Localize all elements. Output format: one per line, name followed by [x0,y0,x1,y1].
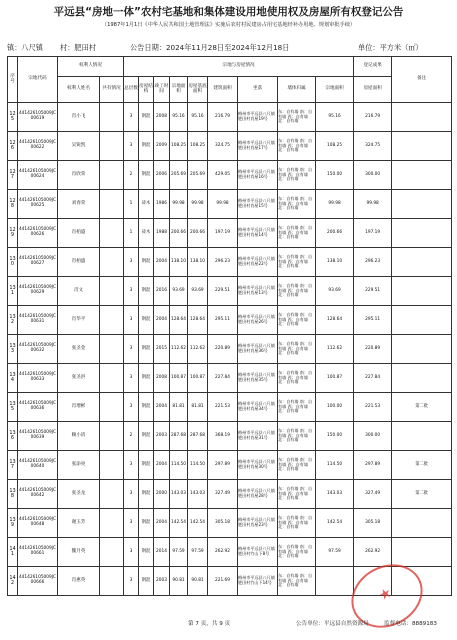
cell-base-area: 90.81 [188,567,208,596]
table-row [8,393,452,422]
cell-location: 梅州市平远县八尺镇肥田村肖屋34号 [238,393,278,422]
cell-index: 139 [8,509,18,538]
cell-share [100,451,124,480]
cell-remark [392,335,452,364]
cell-index: 138 [8,480,18,509]
col-structure: 房屋结构 [139,77,154,103]
col-land-area: 宗地面积 [170,77,188,103]
cell-reg-land: 142.54 [316,509,354,538]
cell-index: 125 [8,103,18,132]
col-location: 坐落 [238,77,278,103]
cell-parcel-code: 441426105009JC00624 [18,161,58,190]
cell-parcel-code: 441426105009JC00632 [18,335,58,364]
col-base-area: 房屋基底面积 [188,77,208,103]
cell-remark [392,422,452,451]
cell-location: 梅州市平远县八尺镇肥田村肖屋30号 [238,451,278,480]
cell-rights-name: 刘春荣 [58,190,100,219]
cell-reg-land: 100.00 [316,393,354,422]
cell-remark [392,190,452,219]
cell-remark [392,509,452,538]
cell-year: 1988 [154,219,170,248]
cell-index: 127 [8,161,18,190]
cell-remark [392,538,452,567]
cell-share [100,248,124,277]
cell-index: 128 [8,190,18,219]
cell-year: 2006 [154,161,170,190]
cell-neighbors: 东：自有墙 南：自有墙 西：自有墙 北：自有墙 [278,161,316,190]
cell-parcel-code: 441426105009JC00636 [18,393,58,422]
cell-share [100,393,124,422]
cell-index: 137 [8,451,18,480]
cell-structure: 钢混 [139,161,154,190]
cell-share [100,277,124,306]
cell-structure: 钢混 [139,364,154,393]
cell-parcel-code: 441426105009JC00626 [18,219,58,248]
cell-base-area: 142.54 [188,509,208,538]
cell-location: 梅州市平远县八尺镇肥田村肖屋14号 [238,219,278,248]
table-row [8,219,452,248]
cell-building-area: 197.19 [208,219,238,248]
cell-remark: 第二批 [392,451,452,480]
cell-year: 2016 [154,277,170,306]
meta-period: 公告日期：2024年11月28日至2024年12月18日 [130,43,290,52]
cell-location: 梅州市平远县八尺镇肥田村肖屋23号 [238,509,278,538]
cell-parcel-code: 441426105009JC00640 [18,451,58,480]
cell-rights-name: 肖栢盛 [58,219,100,248]
cell-base-area: 287.68 [188,422,208,451]
cell-year: 1986 [154,190,170,219]
cell-structure: 钢混 [139,335,154,364]
cell-base-area: 112.62 [188,335,208,364]
cell-building-area: 305.18 [208,509,238,538]
cell-neighbors: 东：自有墙 南：自有墙 西：自有墙 北：自有墙 [278,103,316,132]
cell-neighbors: 东：自有墙 南：自有墙 西：自有墙 北：自有墙 [278,190,316,219]
cell-parcel-code: 441426105009JC00661 [18,538,58,567]
table-row [8,277,452,306]
cell-base-area: 100.87 [188,364,208,393]
col-rights-name: 权利人姓名 [58,77,100,103]
cell-share [100,538,124,567]
meta-village: 村：肥田村 [60,43,96,52]
cell-reg-building: 229.51 [354,277,392,306]
cell-parcel-code: 441426105009JC00642 [18,480,58,509]
cell-share [100,422,124,451]
col-reg-building: 房屋面积 [354,77,392,103]
meta-unit: 单位：平方米（㎡） [358,43,423,52]
cell-reg-land: 97.59 [316,538,354,567]
table-row [8,509,452,538]
cell-structure: 钢混 [139,248,154,277]
cell-floors: 3 [124,103,139,132]
cell-index: 131 [8,277,18,306]
cell-rights-name: 魏月英 [58,538,100,567]
table-row [8,335,452,364]
cell-neighbors: 东：自有墙 南：自有墙 西：自有墙 北：自有墙 [278,219,316,248]
cell-reg-land: 108.25 [316,132,354,161]
cell-land-area: 81.81 [170,393,188,422]
cell-land-area: 287.68 [170,422,188,451]
cell-parcel-code: 441426105009JC00633 [18,364,58,393]
cell-year: 2004 [154,248,170,277]
table-row [8,364,452,393]
cell-index: 135 [8,393,18,422]
cell-parcel-code: 441426105009JC00648 [18,509,58,538]
table-row [8,306,452,335]
cell-rights-name: 肖增彬 [58,393,100,422]
cell-reg-building: 324.75 [354,132,392,161]
col-registration-group: 登记成果 [354,57,392,77]
cell-building-area: 429.05 [208,161,238,190]
cell-building-area: 220.89 [208,335,238,364]
col-floors: 总层数 [124,77,139,103]
cell-land-area: 108.25 [170,132,188,161]
cell-rights-name: 肖栢盛 [58,248,100,277]
cell-floors: 2 [124,422,139,451]
cell-location: 梅州市平远县八尺镇肥田村肖屋26号 [238,306,278,335]
cell-building-area: 221.69 [208,567,238,596]
cell-index: 141 [8,538,18,567]
cell-reg-building: 99.98 [354,190,392,219]
cell-building-area: 297.89 [208,451,238,480]
cell-reg-building: 220.89 [354,335,392,364]
cell-reg-land: 93.69 [316,277,354,306]
cell-year: 2003 [154,422,170,451]
cell-land-area: 142.54 [170,509,188,538]
cell-reg-land: 150.00 [316,161,354,190]
cell-location: 梅州市平远县八尺镇肥田村肖屋36号 [238,335,278,364]
cell-year: 2000 [154,480,170,509]
cell-land-area: 200.66 [170,219,188,248]
cell-floors: 1 [124,219,139,248]
cell-base-area: 99.98 [188,190,208,219]
cell-floors: 3 [124,306,139,335]
cell-land-area: 138.10 [170,248,188,277]
cell-location: 梅州市平远县八尺镇肥田村肖屋13号 [238,277,278,306]
col-building-area: 建筑面积 [208,77,238,103]
cell-floors: 3 [124,335,139,364]
cell-year: 2014 [154,538,170,567]
cell-share [100,103,124,132]
cell-floors: 3 [124,480,139,509]
cell-reg-land: 138.10 [316,248,354,277]
cell-floors: 3 [124,364,139,393]
cell-reg-building: 221.53 [354,393,392,422]
col-share: 共有情况 [100,77,124,103]
cell-neighbors: 东：自有墙 南：自有墙 西：自有墙 北：自有墙 [278,480,316,509]
cell-location: 梅州市平远县八尺镇肥田村肖屋19号 [238,103,278,132]
cell-share [100,509,124,538]
cell-year: 2009 [154,132,170,161]
col-rights-group: 权利人情况 [58,57,124,77]
cell-reg-land: 128.64 [316,306,354,335]
cell-reg-land: 95.16 [316,103,354,132]
cell-location: 梅州市平远县八尺镇肥田村肖屋16号 [238,161,278,190]
cell-structure: 钢混 [139,451,154,480]
cell-rights-name: 赖小清 [58,422,100,451]
col-year: 竣工时间 [154,77,170,103]
cell-floors: 3 [124,277,139,306]
cell-share [100,306,124,335]
cell-location: 梅州市平远县八尺镇肥田村肖屋28号 [238,480,278,509]
cell-rights-name: 张圣洪 [58,364,100,393]
cell-reg-building: 296.23 [354,248,392,277]
cell-land-area: 93.69 [170,277,188,306]
cell-year: 2008 [154,103,170,132]
cell-base-area: 205.69 [188,161,208,190]
cell-remark: 第二批 [392,480,452,509]
cell-share [100,335,124,364]
cell-neighbors: 东：自有墙 南：自有墙 西：自有墙 北：自有墙 [278,422,316,451]
cell-floors: 1 [124,190,139,219]
cell-reg-building: 297.89 [354,451,392,480]
cell-share [100,219,124,248]
cell-building-area: 296.23 [208,248,238,277]
cell-base-area: 138.10 [188,248,208,277]
cell-year: 2004 [154,509,170,538]
cell-parcel-code: 441426105009JC00625 [18,190,58,219]
cell-rights-name: 张添亮 [58,451,100,480]
cell-rights-name: 肖小飞 [58,103,100,132]
registration-table [7,56,452,596]
cell-neighbors: 东：自有墙 南：自有墙 西：自有墙 北：自有墙 [278,509,316,538]
cell-structure: 钢混 [139,480,154,509]
cell-reg-building: 262.92 [354,538,392,567]
notice-title: 平远县“房地一体”农村宅基地和集体建设用地使用权及房屋所有权登记公告 [53,6,404,18]
cell-neighbors: 东：自有墙 南：自有墙 西：自有墙 北：自有墙 [278,132,316,161]
cell-building-area: 216.79 [208,103,238,132]
col-remark: 备注 [392,57,452,103]
cell-reg-land: 200.66 [316,219,354,248]
cell-parcel-code: 441426105009JC00622 [18,132,58,161]
col-reg-land: 宗地面积 [316,77,354,103]
cell-rights-name: 肖惠英 [58,567,100,596]
cell-reg-building: 295.11 [354,306,392,335]
cell-location: 梅州市平远县八尺镇肥田村肖屋15号 [238,190,278,219]
cell-parcel-code: 441426105009JC00619 [18,103,58,132]
cell-floors: 3 [124,451,139,480]
cell-index: 134 [8,364,18,393]
cell-floors: 3 [124,567,139,596]
cell-building-area: 327.49 [208,480,238,509]
cell-floors: 2 [124,161,139,190]
cell-year: 2003 [154,567,170,596]
cell-neighbors: 东：自有墙 南：自有墙 西：自有墙 北：自有墙 [278,393,316,422]
cell-structure: 钢混 [139,306,154,335]
cell-reg-building: 300.00 [354,422,392,451]
cell-share [100,567,124,596]
cell-share [100,480,124,509]
cell-building-area: 99.98 [208,190,238,219]
cell-reg-land: 100.87 [316,364,354,393]
table-body [8,103,452,596]
cell-remark [392,248,452,277]
cell-index: 142 [8,567,18,596]
cell-share [100,161,124,190]
cell-index: 132 [8,306,18,335]
cell-year: 2004 [154,393,170,422]
cell-building-area: 324.75 [208,132,238,161]
cell-year: 2004 [154,451,170,480]
table-row [8,103,452,132]
cell-share [100,364,124,393]
notice-subtitle: （1987年1月1日《中华人民共和国土地管理法》实施后农村村民建房占用宅基地经补办用地、规划审批手续） [101,22,356,28]
table-row [8,480,452,509]
cell-rights-name: 吴锐凯 [58,132,100,161]
cell-land-area: 114.50 [170,451,188,480]
cell-reg-land: 112.62 [316,335,354,364]
cell-rights-name: 张圣金 [58,335,100,364]
cell-year: 2008 [154,364,170,393]
cell-building-area: 229.51 [208,277,238,306]
cell-index: 130 [8,248,18,277]
cell-location: 梅州市平远县八尺镇肥田村竹山下8号 [238,538,278,567]
cell-floors: 3 [124,393,139,422]
cell-neighbors: 东：自有墙 南：自有墙 西：自有墙 北：自有墙 [278,306,316,335]
cell-remark [392,103,452,132]
cell-structure: 钢混 [139,422,154,451]
cell-index: 136 [8,422,18,451]
col-parcel-code: 宗地代码 [18,57,58,103]
cell-structure: 砖木 [139,219,154,248]
cell-base-area: 93.69 [188,277,208,306]
col-index: 序号 [8,57,18,103]
col-property-group: 宗地与房屋情况 [124,57,354,77]
cell-index: 133 [8,335,18,364]
cell-rights-name: 谢玉芳 [58,509,100,538]
cell-building-area: 262.92 [208,538,238,567]
cell-land-area: 95.16 [170,103,188,132]
table-row [8,132,452,161]
cell-reg-land: 114.50 [316,451,354,480]
supervision-phone: 监督电话：8889183 [384,621,437,627]
cell-year: 2015 [154,335,170,364]
cell-base-area: 200.66 [188,219,208,248]
cell-building-area: 295.11 [208,306,238,335]
cell-land-area: 97.59 [170,538,188,567]
cell-building-area: 368.19 [208,422,238,451]
cell-structure: 钢混 [139,393,154,422]
cell-neighbors: 东：自有墙 南：自有墙 西：自有墙 北：自有墙 [278,451,316,480]
cell-structure: 钢混 [139,132,154,161]
cell-floors: 3 [124,538,139,567]
cell-land-area: 112.62 [170,335,188,364]
table-row [8,161,452,190]
issuer: 公告单位：平远县自然资源局 [296,621,369,627]
cell-rights-name: 肖欣荣 [58,161,100,190]
cell-reg-building: 216.79 [354,103,392,132]
cell-neighbors: 东：自有墙 南：自有墙 西：自有墙 北：自有墙 [278,538,316,567]
cell-location: 梅州市平远县八尺镇肥田村肖屋17号 [238,132,278,161]
cell-base-area: 81.81 [188,393,208,422]
cell-building-area: 221.53 [208,393,238,422]
cell-structure: 钢混 [139,567,154,596]
page-number: 第 7 页，共 9 页 [188,621,231,627]
table-row [8,190,452,219]
cell-land-area: 128.64 [170,306,188,335]
cell-rights-name: 张圣龙 [58,480,100,509]
cell-reg-building: 305.18 [354,509,392,538]
cell-base-area: 108.25 [188,132,208,161]
cell-structure: 钢混 [139,538,154,567]
table-row [8,422,452,451]
cell-rights-name: 肖华平 [58,306,100,335]
cell-reg-building: 300.00 [354,161,392,190]
cell-base-area: 95.16 [188,103,208,132]
table-row [8,248,452,277]
cell-parcel-code: 441426105009JC00639 [18,422,58,451]
cell-index: 129 [8,219,18,248]
cell-floors: 3 [124,132,139,161]
cell-location: 梅州市平远县八尺镇肥田村竹山下14号 [238,567,278,596]
cell-location: 梅州市平远县八尺镇肥田村肖屋22号 [238,248,278,277]
col-neighbors: 墙体归属 [278,77,316,103]
cell-building-area: 227.84 [208,364,238,393]
cell-neighbors: 东：自有墙 南：自有墙 西：自有墙 北：自有墙 [278,248,316,277]
cell-land-area: 205.69 [170,161,188,190]
cell-reg-land [316,567,354,596]
meta-town: 镇：八尺镇 [7,43,43,52]
cell-year: 2004 [154,306,170,335]
cell-base-area: 114.50 [188,451,208,480]
seal-star-icon: ★ [376,584,395,605]
cell-remark [392,161,452,190]
cell-neighbors: 东：自有墙 南：自有墙 西：自有墙 北：自有墙 [278,277,316,306]
cell-neighbors: 东：自有墙 南：自有墙 西：自有墙 北：自有墙 [278,335,316,364]
cell-remark [392,132,452,161]
cell-structure: 钢混 [139,509,154,538]
cell-land-area: 90.81 [170,567,188,596]
cell-structure: 钢混 [139,103,154,132]
cell-parcel-code: 441426105009JC00631 [18,306,58,335]
cell-floors: 3 [124,509,139,538]
cell-base-area: 143.03 [188,480,208,509]
cell-location: 梅州市平远县八尺镇肥田村肖屋31号 [238,422,278,451]
cell-floors: 3 [124,248,139,277]
cell-land-area: 99.98 [170,190,188,219]
cell-reg-land: 99.98 [316,190,354,219]
cell-reg-land: 150.00 [316,422,354,451]
cell-parcel-code: 441426105009JC00666 [18,567,58,596]
cell-structure: 钢混 [139,277,154,306]
cell-neighbors: 东：自有墙 南：自有墙 西：自有墙 北：自有墙 [278,567,316,596]
cell-index: 126 [8,132,18,161]
table-row [8,451,452,480]
cell-remark [392,219,452,248]
cell-land-area: 143.03 [170,480,188,509]
cell-remark [392,277,452,306]
cell-share [100,190,124,219]
cell-parcel-code: 441426105009JC00629 [18,277,58,306]
cell-parcel-code: 441426105009JC00627 [18,248,58,277]
cell-reg-building: 197.19 [354,219,392,248]
cell-remark: 第二批 [392,393,452,422]
cell-rights-name: 肖文 [58,277,100,306]
cell-reg-building: 327.49 [354,480,392,509]
cell-base-area: 97.59 [188,538,208,567]
cell-remark [392,306,452,335]
cell-reg-building: 227.84 [354,364,392,393]
table-row [8,538,452,567]
cell-reg-land: 143.03 [316,480,354,509]
cell-structure: 砖木 [139,190,154,219]
cell-remark [392,364,452,393]
cell-land-area: 100.87 [170,364,188,393]
cell-neighbors: 东：自有墙 南：自有墙 西：自有墙 北：自有墙 [278,364,316,393]
cell-share [100,132,124,161]
cell-location: 梅州市平远县八尺镇肥田村肖屋35号 [238,364,278,393]
cell-base-area: 128.64 [188,306,208,335]
